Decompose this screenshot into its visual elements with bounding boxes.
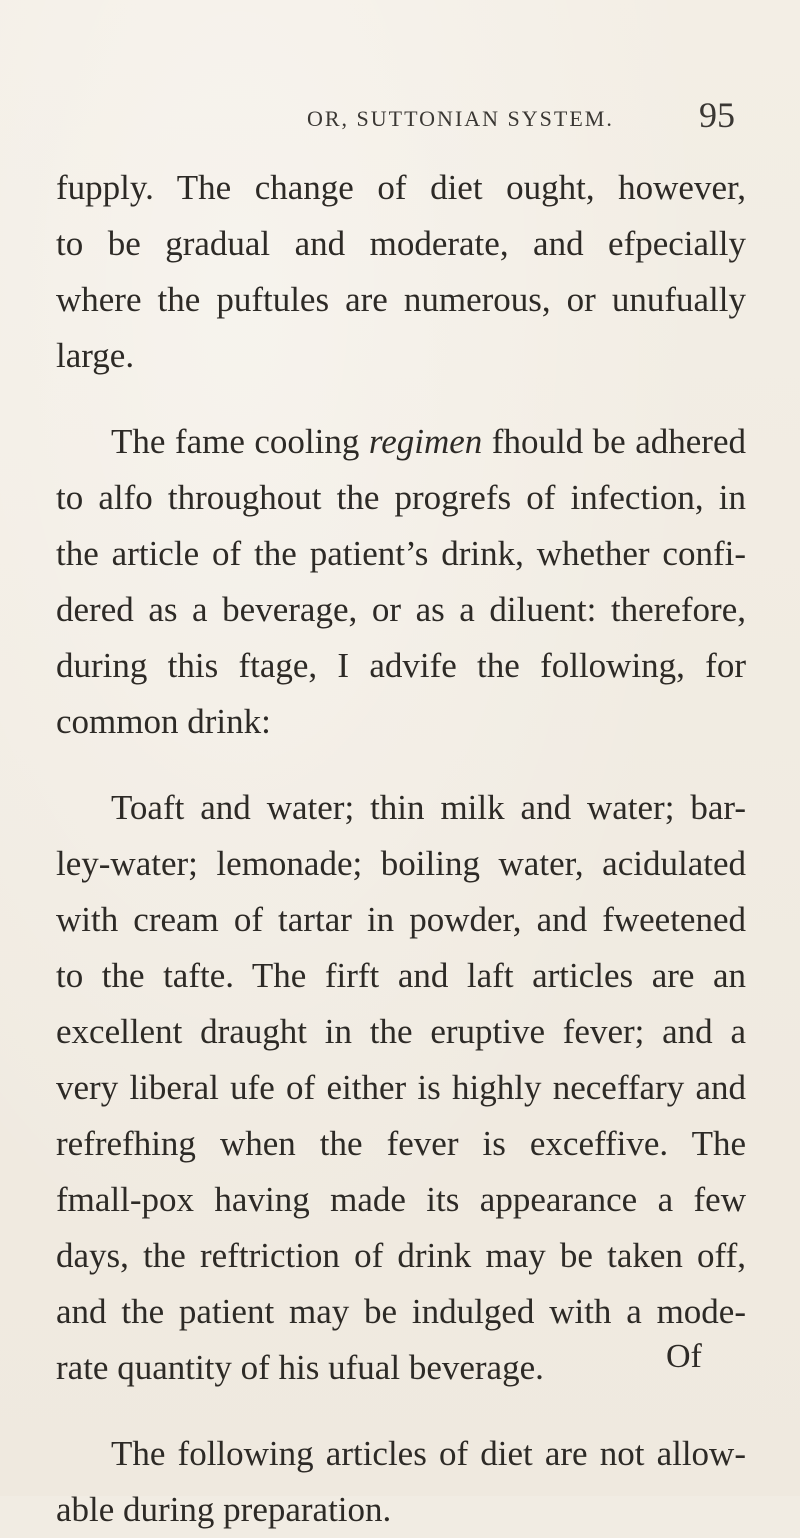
text-segment: The fame cooling	[111, 422, 369, 461]
text-line: ley-water; lemonade; boiling water, acidulated	[56, 844, 746, 883]
text-line: to the tafte. The firft and laft articles are an	[56, 956, 746, 995]
paragraph-2	[56, 414, 746, 750]
text-line: dered as a beverage, or as a diluent: therefore,	[56, 590, 746, 629]
page-number: 95	[699, 95, 735, 135]
text-line: during this ftage, I advife the following, for	[56, 646, 746, 685]
text-line: Toaft and water; thin milk and water; bar-	[111, 788, 746, 827]
text-line: excellent draught in the eruptive fever; and a	[56, 1012, 746, 1051]
text-line: the article of the patient’s drink, whether confi-	[56, 534, 746, 573]
text-line: to alfo throughout the progrefs of infection, in	[56, 478, 746, 517]
italic-word: regimen	[368, 422, 483, 461]
text-line	[56, 414, 746, 470]
paragraph-3	[56, 780, 746, 1396]
text-line: to be gradual and moderate, and efpecially	[56, 224, 746, 263]
text-line: where the puftules are numerous, or unufually	[56, 280, 746, 319]
running-title: OR, SUTTONIAN SYSTEM.	[307, 106, 614, 131]
text-line: very liberal ufe of either is highly neceffary and	[56, 1068, 746, 1107]
catchword: Of	[666, 1338, 702, 1375]
text-line: fmall-pox having made its appearance a few	[56, 1180, 746, 1219]
text-line: refrefhing when the fever is exceffive. The	[56, 1124, 746, 1163]
text-line: common drink:	[56, 702, 271, 741]
text-line: with cream of tartar in powder, and fweetened	[56, 900, 746, 939]
text-line: and the patient may be indulged with a mode-	[56, 1292, 746, 1331]
paragraph-1	[56, 160, 746, 384]
paragraph-4	[56, 1426, 746, 1538]
text-line: days, the reftriction of drink may be taken off,	[56, 1236, 746, 1275]
text-line: able during preparation.	[56, 1490, 392, 1529]
text-line: rate quantity of his ufual beverage.	[56, 1348, 544, 1387]
text-line: large.	[56, 336, 135, 375]
text-line: fupply. The change of diet ought, however,	[56, 168, 746, 207]
text-line: The following articles of diet are not allow-	[111, 1434, 746, 1473]
body-text	[56, 160, 746, 1538]
text-segment: fhould be adhered	[482, 422, 746, 461]
